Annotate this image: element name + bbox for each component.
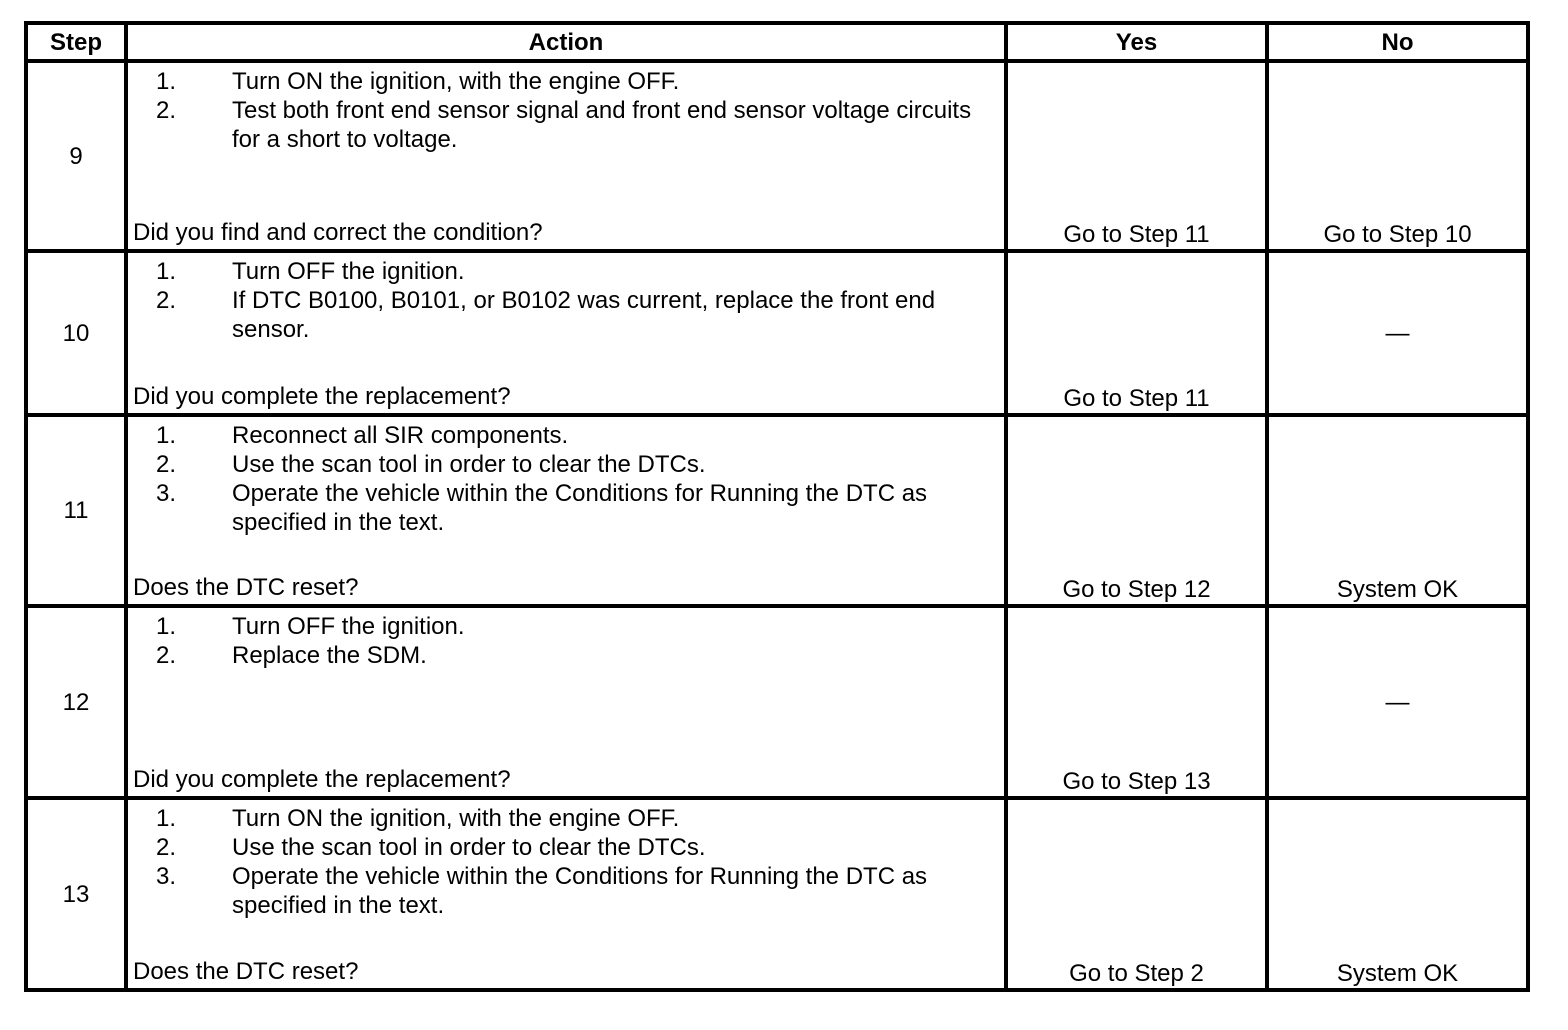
action-list [128, 63, 1004, 154]
item-text: Turn ON the ignition, with the engine OFF. [232, 68, 680, 95]
item-number: 2. [156, 97, 177, 124]
item-number: 1. [156, 613, 177, 640]
item-text: Reconnect all SIR components. [232, 422, 569, 449]
header-row [26, 23, 1528, 61]
question-text: Did you complete the replacement? [133, 383, 511, 410]
table-row [26, 415, 1528, 606]
no-result: System OK [1267, 415, 1528, 606]
question-text: Does the DTC reset? [133, 574, 359, 601]
step-number: 13 [26, 798, 126, 990]
question-text: Did you find and correct the condition? [133, 219, 543, 246]
header-action: Action [126, 23, 1006, 61]
diagnostic-table [24, 21, 1530, 992]
no-result: — [1267, 251, 1528, 415]
item-text: If DTC B0100, B0101, or B0102 was current, replace the front end sensor. [232, 287, 936, 343]
list-item [128, 257, 1004, 286]
item-text: Use the scan tool in order to clear the DTCs. [232, 834, 706, 861]
item-number: 1. [156, 258, 177, 285]
question-text: Did you complete the replacement? [133, 766, 511, 793]
step-number: 9 [26, 61, 126, 251]
no-result: System OK [1267, 798, 1528, 990]
item-text: Turn OFF the ignition. [232, 613, 465, 640]
yes-result: Go to Step 12 [1006, 415, 1267, 606]
item-number: 2. [156, 287, 177, 314]
action-cell [126, 606, 1006, 798]
question-text: Does the DTC reset? [133, 958, 359, 985]
list-item [128, 804, 1004, 833]
list-item [128, 862, 1004, 920]
item-number: 3. [156, 480, 177, 507]
header-yes: Yes [1006, 23, 1267, 61]
header-no: No [1267, 23, 1528, 61]
action-cell [126, 415, 1006, 606]
item-number: 2. [156, 642, 177, 669]
action-list [128, 253, 1004, 344]
header-step: Step [26, 23, 126, 61]
list-item [128, 479, 1004, 537]
step-number: 12 [26, 606, 126, 798]
list-item [128, 286, 1004, 344]
step-number: 10 [26, 251, 126, 415]
yes-result: Go to Step 13 [1006, 606, 1267, 798]
item-text: Use the scan tool in order to clear the DTCs. [232, 451, 706, 478]
list-item [128, 612, 1004, 641]
step-number: 11 [26, 415, 126, 606]
item-text: Test both front end sensor signal and front end sensor voltage circuits for a short to voltage. [232, 97, 972, 153]
list-item [128, 641, 1004, 670]
action-cell [126, 798, 1006, 990]
item-number: 1. [156, 68, 177, 95]
item-text: Operate the vehicle within the Conditions for Running the DTC as specified in the text. [232, 863, 928, 919]
table-row [26, 251, 1528, 415]
table-row [26, 61, 1528, 251]
yes-result: Go to Step 11 [1006, 61, 1267, 251]
list-item [128, 833, 1004, 862]
yes-result: Go to Step 2 [1006, 798, 1267, 990]
list-item [128, 421, 1004, 450]
table-row [26, 798, 1528, 990]
no-result: Go to Step 10 [1267, 61, 1528, 251]
list-item [128, 450, 1004, 479]
item-number: 3. [156, 863, 177, 890]
item-number: 2. [156, 834, 177, 861]
action-list [128, 608, 1004, 670]
item-text: Replace the SDM. [232, 642, 427, 669]
yes-result: Go to Step 11 [1006, 251, 1267, 415]
action-list [128, 800, 1004, 920]
no-result: — [1267, 606, 1528, 798]
item-number: 2. [156, 451, 177, 478]
item-text: Turn ON the ignition, with the engine OFF. [232, 805, 680, 832]
list-item [128, 67, 1004, 96]
item-text: Operate the vehicle within the Conditions for Running the DTC as specified in the text. [232, 480, 928, 536]
item-number: 1. [156, 805, 177, 832]
item-number: 1. [156, 422, 177, 449]
action-list [128, 417, 1004, 537]
list-item [128, 96, 1004, 154]
action-cell [126, 251, 1006, 415]
action-cell [126, 61, 1006, 251]
item-text: Turn OFF the ignition. [232, 258, 465, 285]
table-row [26, 606, 1528, 798]
